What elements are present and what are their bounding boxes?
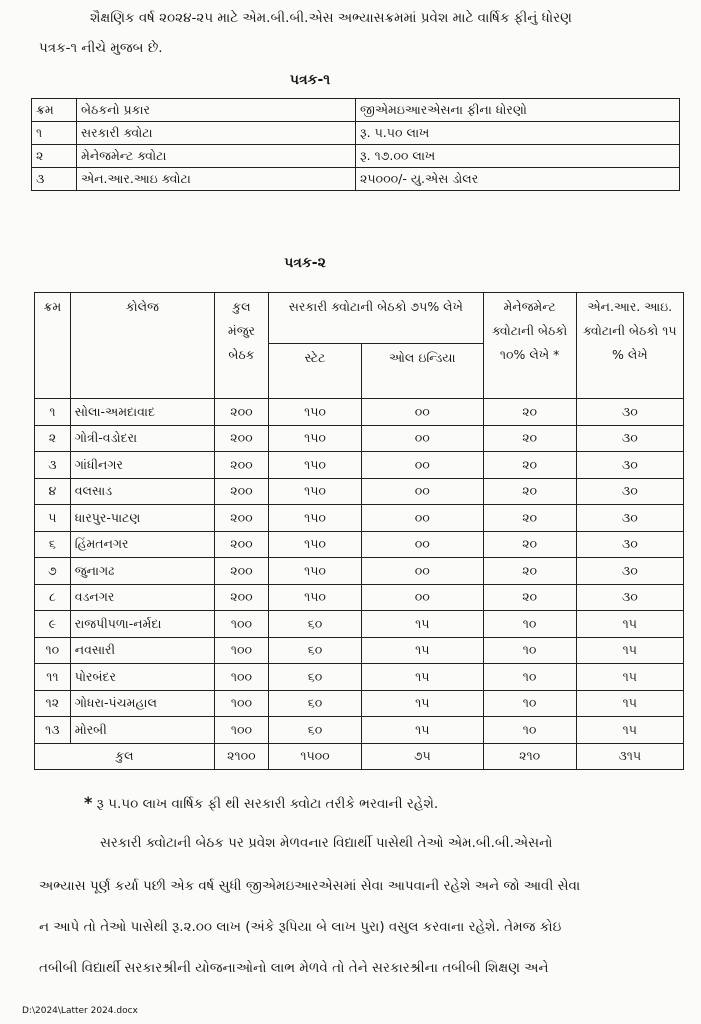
- cell-nri: ૩૦: [576, 558, 683, 585]
- cell-all-india: ૦૦: [362, 584, 484, 611]
- total-label: કુલ: [35, 743, 215, 770]
- cell-management: ૧૦: [483, 637, 576, 664]
- cell-college: વલસાડ: [70, 478, 214, 505]
- cell-fee: ૨૫૦૦૦/- યુ.એસ ડોલર: [356, 168, 680, 191]
- cell-state: ૧૫૦: [269, 425, 362, 452]
- cell-state: ૧૫૦: [269, 505, 362, 532]
- cell-state: ૬૦: [269, 717, 362, 744]
- table-row: [35, 531, 684, 558]
- cell-total-seats: ૧૦૦: [214, 637, 268, 664]
- cell-sr: ૫: [35, 505, 71, 532]
- cell-nri: ૩૦: [576, 452, 683, 479]
- cell-state: ૧૫૦: [269, 452, 362, 479]
- total-state: ૧૫૦૦: [269, 743, 362, 770]
- cell-sr: ૧૦: [35, 637, 71, 664]
- table-row: [32, 168, 680, 191]
- cell-all-india: ૦૦: [362, 452, 484, 479]
- cell-college: ગોધરા-પંચમહાલ: [70, 690, 214, 717]
- cell-nri: ૧૫: [576, 664, 683, 691]
- cell-all-india: ૧૫: [362, 690, 484, 717]
- total-nri: ૩૧૫: [576, 743, 683, 770]
- cell-state: ૬૦: [269, 690, 362, 717]
- table-row: [32, 145, 680, 168]
- cell-nri: ૧૫: [576, 690, 683, 717]
- header-govt-quota: સરકારી ક્વોટાની બેઠકો ૭૫% લેખે: [269, 293, 484, 344]
- cell-state: ૬૦: [269, 664, 362, 691]
- cell-college: સોલા-અમદાવાદ: [70, 399, 214, 426]
- header-nri-quota: એન.આર. આઇ. ક્વોટાની બેઠકો ૧૫ % લેખે: [576, 293, 683, 399]
- cell-total-seats: ૨૦૦: [214, 558, 268, 585]
- table-row: [35, 425, 684, 452]
- cell-management: ૨૦: [483, 531, 576, 558]
- cell-all-india: ૧૫: [362, 717, 484, 744]
- cell-nri: ૧૫: [576, 637, 683, 664]
- header-total-seats: કુલ મંજુર બેઠક: [214, 293, 268, 399]
- cell-sr: ૯: [35, 611, 71, 638]
- header-fee-norm: જીએમઇઆરએસના ફીના ધોરણો: [356, 99, 680, 122]
- cell-seat-type: મેનેજમેન્ટ ક્વોટા: [77, 145, 356, 168]
- cell-total-seats: ૧૦૦: [214, 664, 268, 691]
- total-management: ૨૧૦: [483, 743, 576, 770]
- cell-state: ૧૫૦: [269, 558, 362, 585]
- cell-management: ૨૦: [483, 584, 576, 611]
- cell-all-india: ૧૫: [362, 611, 484, 638]
- cell-total-seats: ૨૦૦: [214, 452, 268, 479]
- cell-fee: રૂ. ૫.૫૦ લાખ: [356, 122, 680, 145]
- table1-title: પત્રક-૧: [289, 72, 331, 88]
- cell-management: ૨૦: [483, 425, 576, 452]
- cell-sr: ૧: [35, 399, 71, 426]
- cell-management: ૧૦: [483, 690, 576, 717]
- cell-management: ૨૦: [483, 558, 576, 585]
- cell-sr: ૧: [32, 122, 77, 145]
- table-row: [35, 399, 684, 426]
- cell-state: ૧૫૦: [269, 478, 362, 505]
- cell-management: ૨૦: [483, 452, 576, 479]
- footnote-star: *: [84, 793, 93, 812]
- cell-nri: ૧૫: [576, 717, 683, 744]
- cell-all-india: ૦૦: [362, 558, 484, 585]
- cell-state: ૬૦: [269, 611, 362, 638]
- cell-all-india: ૦૦: [362, 425, 484, 452]
- cell-all-india: ૧૫: [362, 664, 484, 691]
- cell-nri: ૩૦: [576, 425, 683, 452]
- cell-nri: ૩૦: [576, 505, 683, 532]
- cell-college: રાજપીપળા-નર્મદા: [70, 611, 214, 638]
- cell-total-seats: ૧૦૦: [214, 717, 268, 744]
- body-line-3: ન આપે તો તેઓ પાસેથી રૂ.૨.૦૦ લાખ (અંકે રૂપિયા બે લાખ પુરા) વસુલ કરવાના રહેશે. તેમજ કોઇ: [39, 919, 562, 935]
- cell-fee: રૂ. ૧૭.૦૦ લાખ: [356, 145, 680, 168]
- cell-management: ૨૦: [483, 399, 576, 426]
- body-line-1: સરકારી ક્વોટાની બેઠક પર પ્રવેશ મેળવનાર વિદ્યાર્થી પાસેથી તેઓ એમ.બી.બી.એસનો: [100, 835, 553, 851]
- cell-sr: ૧૩: [35, 717, 71, 744]
- cell-college: હિંમતનગર: [70, 531, 214, 558]
- header-state: સ્ટેટ: [269, 344, 362, 399]
- header-sr: ક્રમ: [35, 293, 71, 399]
- cell-sr: ૭: [35, 558, 71, 585]
- seat-distribution-table: [34, 292, 684, 770]
- cell-seat-type: એન.આર.આઇ ક્વોટા: [77, 168, 356, 191]
- table-row: [35, 452, 684, 479]
- body-line-2: અભ્યાસ પૂર્ણ કર્યા પછી એક વર્ષ સુધી જીએમઇઆરએસમાં સેવા આપવાની રહેશે અને જો આવી સેવા: [39, 878, 581, 894]
- table-header-row: [35, 293, 684, 344]
- cell-college: પોરબંદર: [70, 664, 214, 691]
- cell-sr: ૧૧: [35, 664, 71, 691]
- table-row: [35, 717, 684, 744]
- table-row: [35, 505, 684, 532]
- cell-sr: ૨: [32, 145, 77, 168]
- table2-title: પત્રક-૨: [284, 255, 326, 271]
- total-seats: ૨૧૦૦: [214, 743, 268, 770]
- total-row: [35, 743, 684, 770]
- cell-college: ગાંધીનગર: [70, 452, 214, 479]
- table-row: [35, 690, 684, 717]
- file-path: D:\2024\Latter 2024.docx: [22, 1006, 138, 1016]
- cell-all-india: ૦૦: [362, 505, 484, 532]
- cell-college: ધારપુર-પાટણ: [70, 505, 214, 532]
- table-header-row: [32, 99, 680, 122]
- cell-sr: ૩: [35, 452, 71, 479]
- cell-management: ૧૦: [483, 664, 576, 691]
- cell-all-india: ૦૦: [362, 399, 484, 426]
- cell-total-seats: ૨૦૦: [214, 531, 268, 558]
- cell-college: ગોત્રી-વડોદરા: [70, 425, 214, 452]
- cell-all-india: ૧૫: [362, 637, 484, 664]
- cell-state: ૧૫૦: [269, 531, 362, 558]
- cell-all-india: ૦૦: [362, 478, 484, 505]
- cell-management: ૧૦: [483, 611, 576, 638]
- cell-sr: ૧૨: [35, 690, 71, 717]
- cell-total-seats: ૨૦૦: [214, 399, 268, 426]
- header-management-quota: મેનેજમેન્ટ ક્વોટાની બેઠકો ૧૦% લેખે *: [483, 293, 576, 399]
- table-row: [35, 584, 684, 611]
- cell-college: નવસારી: [70, 637, 214, 664]
- header-seat-type: બેઠકનો પ્રકાર: [77, 99, 356, 122]
- cell-sr: ૨: [35, 425, 71, 452]
- body-line-4: તબીબી વિદ્યાર્થી સરકારશ્રીની યોજનાઓનો લાભ મેળવે તો તેને સરકારશ્રીના તબીબી શિક્ષણ અને: [39, 960, 549, 976]
- header-all-india: ઓલ ઇન્ડિયા: [362, 344, 484, 399]
- table-row: [32, 122, 680, 145]
- cell-nri: ૩૦: [576, 531, 683, 558]
- footnote: [84, 793, 438, 812]
- cell-nri: ૧૫: [576, 611, 683, 638]
- cell-total-seats: ૨૦૦: [214, 478, 268, 505]
- cell-total-seats: ૧૦૦: [214, 611, 268, 638]
- cell-sr: ૬: [35, 531, 71, 558]
- table-row: [35, 558, 684, 585]
- cell-management: ૨૦: [483, 478, 576, 505]
- intro-line-1: શૈક્ષણિક વર્ષ ૨૦૨૪-૨૫ માટે એમ.બી.બી.એસ અભ્યાસક્રમમાં પ્રવેશ માટે વાર્ષિક ફીનું ધોરણ: [90, 10, 572, 26]
- cell-sr: ૩: [32, 168, 77, 191]
- total-all-india: ૭૫: [362, 743, 484, 770]
- cell-seat-type: સરકારી ક્વોટા: [77, 122, 356, 145]
- cell-total-seats: ૨૦૦: [214, 505, 268, 532]
- cell-college: જુનાગઢ: [70, 558, 214, 585]
- cell-total-seats: ૧૦૦: [214, 690, 268, 717]
- cell-sr: ૮: [35, 584, 71, 611]
- intro-line-2: પત્રક-૧ નીચે મુજબ છે.: [39, 40, 163, 56]
- cell-total-seats: ૨૦૦: [214, 584, 268, 611]
- fee-table: [31, 98, 680, 191]
- cell-sr: ૪: [35, 478, 71, 505]
- cell-nri: ૩૦: [576, 399, 683, 426]
- table-row: [35, 478, 684, 505]
- cell-college: મોરબી: [70, 717, 214, 744]
- cell-management: ૧૦: [483, 717, 576, 744]
- cell-nri: ૩૦: [576, 478, 683, 505]
- header-sr: ક્રમ: [32, 99, 77, 122]
- cell-total-seats: ૨૦૦: [214, 425, 268, 452]
- cell-nri: ૩૦: [576, 584, 683, 611]
- table-row: [35, 664, 684, 691]
- table-row: [35, 637, 684, 664]
- cell-state: ૧૫૦: [269, 584, 362, 611]
- cell-college: વડનગર: [70, 584, 214, 611]
- cell-management: ૨૦: [483, 505, 576, 532]
- footnote-text: રૂ ૫.૫૦ લાખ વાર્ષિક ફી થી સરકારી ક્વોટા તરીકે ભરવાની રહેશે.: [96, 796, 439, 812]
- cell-state: ૬૦: [269, 637, 362, 664]
- cell-all-india: ૦૦: [362, 531, 484, 558]
- cell-state: ૧૫૦: [269, 399, 362, 426]
- table-row: [35, 611, 684, 638]
- header-college: કોલેજ: [70, 293, 214, 399]
